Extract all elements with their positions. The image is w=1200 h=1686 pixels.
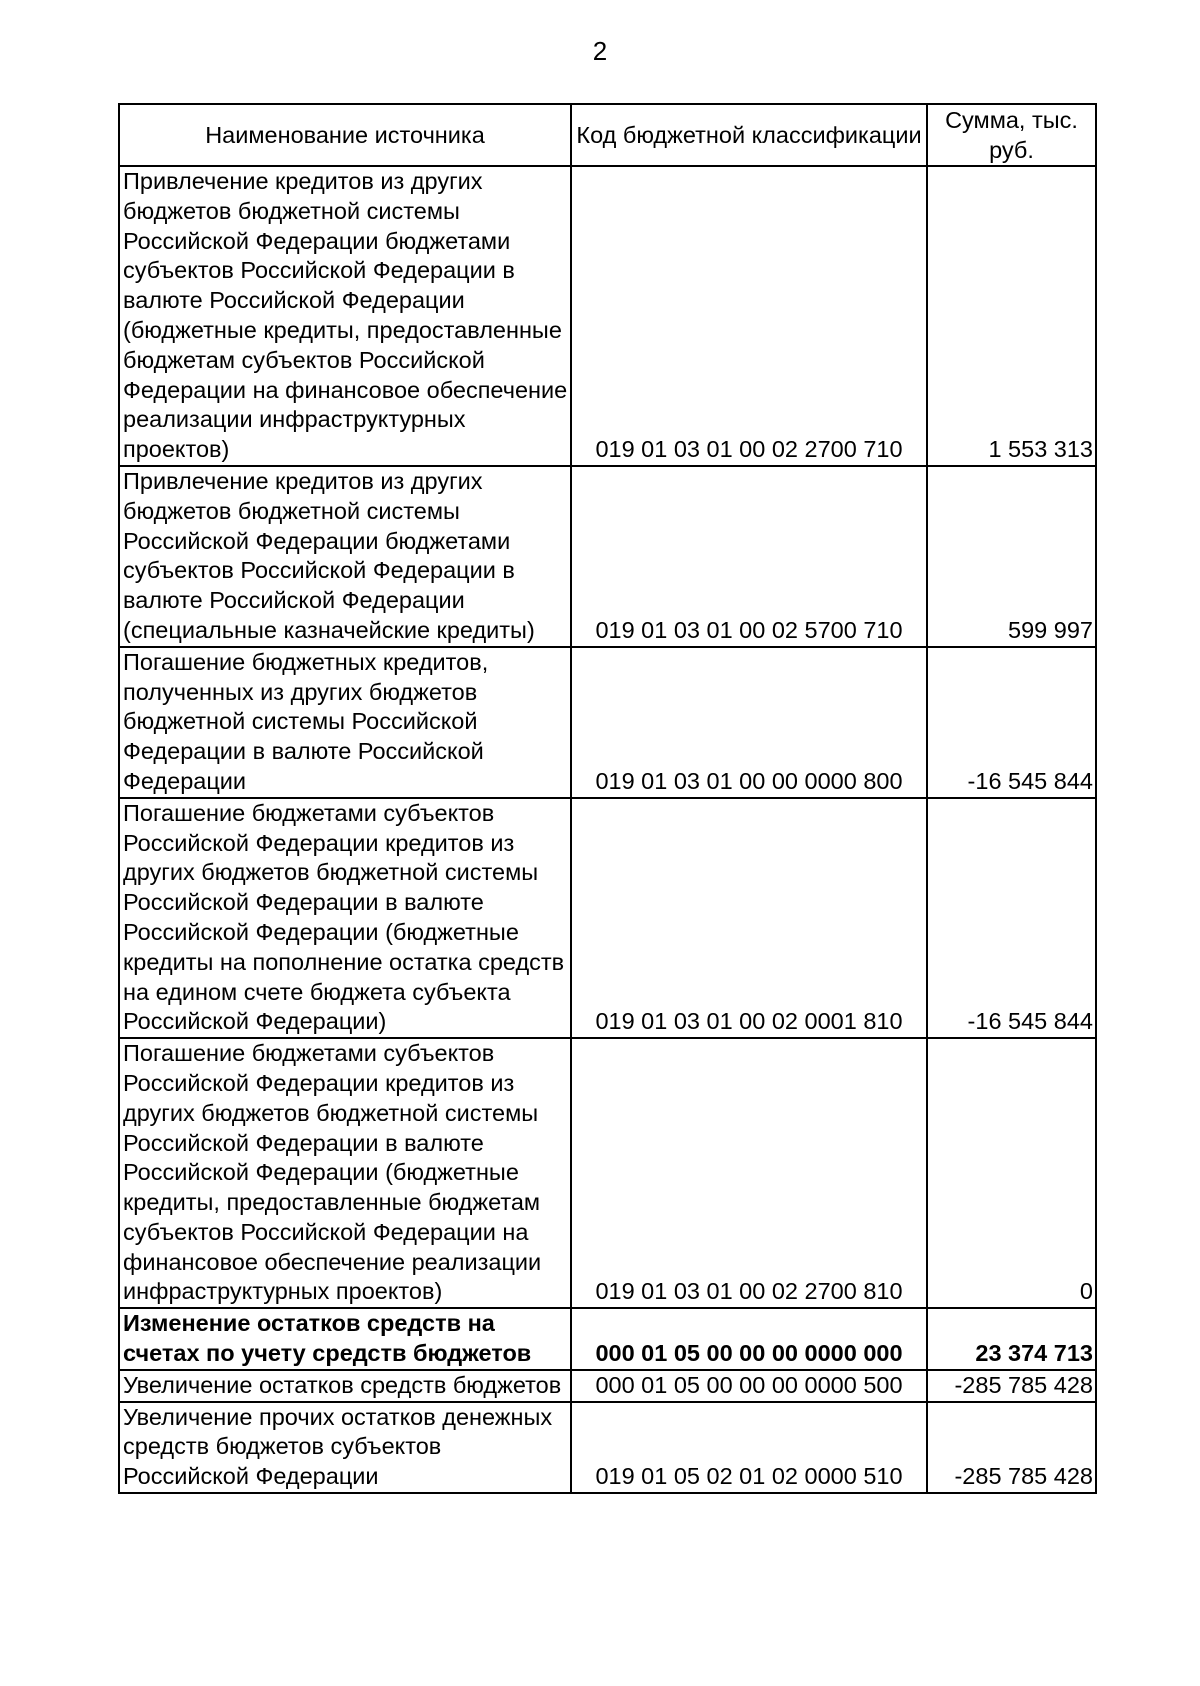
row-sum: -285 785 428 [927,1402,1096,1493]
table-row [119,466,1096,647]
row-code: 019 01 03 01 00 02 2700 810 [571,1038,927,1308]
row-name: Привлечение кредитов из других бюджетов бюджетной системы Российской Федерации бюджетами субъектов Российской Федерации в валюте Российской Федерации (специальные казначейские кредиты) [119,466,571,647]
row-name: Изменение остатков средств на счетах по учету средств бюджетов [119,1308,571,1370]
row-name: Погашение бюджетами субъектов Российской Федерации кредитов из других бюджетов бюджетной системы Российской Федерации в валюте Российской Федерации (бюджетные кредиты, предоставленные бюджетам субъектов Российской Федерации на финансовое обеспечение реализации инфраструктурных проектов) [119,1038,571,1308]
row-code: 019 01 03 01 00 02 0001 810 [571,798,927,1038]
row-code: 019 01 03 01 00 00 0000 800 [571,647,927,798]
row-code: 000 01 05 00 00 00 0000 500 [571,1370,927,1402]
row-sum: -16 545 844 [927,647,1096,798]
header-code: Код бюджетной классификации [571,104,927,166]
row-code: 019 01 03 01 00 02 5700 710 [571,466,927,647]
page-number: 2 [592,36,608,66]
row-name: Погашение бюджетами субъектов Российской Федерации кредитов из других бюджетов бюджетной системы Российской Федерации в валюте Российской Федерации (бюджетные кредиты на пополнение остатка средств на едином счете бюджета субъекта Российской Федерации) [119,798,571,1038]
table-row [119,166,1096,466]
row-code: 000 01 05 00 00 00 0000 000 [571,1308,927,1370]
row-name: Погашение бюджетных кредитов, полученных из других бюджетов бюджетной системы Российской Федерации в валюте Российской Федерации [119,647,571,798]
table-header-row [119,104,1096,166]
row-name: Увеличение остатков средств бюджетов [119,1370,571,1402]
row-code: 019 01 05 02 01 02 0000 510 [571,1402,927,1493]
row-sum: -16 545 844 [927,798,1096,1038]
table-row [119,798,1096,1038]
row-code: 019 01 03 01 00 02 2700 710 [571,166,927,466]
row-sum: 599 997 [927,466,1096,647]
row-name: Привлечение кредитов из других бюджетов бюджетной системы Российской Федерации бюджетами субъектов Российской Федерации в валюте Российской Федерации (бюджетные кредиты, предоставленные бюджетам субъектов Российской Федерации на финансовое обеспечение реализации инфраструктурных проектов) [119,166,571,466]
row-sum: -285 785 428 [927,1370,1096,1402]
header-name: Наименование источника [119,104,571,166]
row-sum: 23 374 713 [927,1308,1096,1370]
table-row [119,1370,1096,1402]
table-row-total [119,1308,1096,1370]
table-row [119,1402,1096,1493]
sources-table [118,103,1097,1494]
header-sum: Сумма, тыс. руб. [927,104,1096,166]
row-name: Увеличение прочих остатков денежных средств бюджетов субъектов Российской Федерации [119,1402,571,1493]
row-sum: 1 553 313 [927,166,1096,466]
table-row [119,1038,1096,1308]
table-row [119,647,1096,798]
row-sum: 0 [927,1038,1096,1308]
